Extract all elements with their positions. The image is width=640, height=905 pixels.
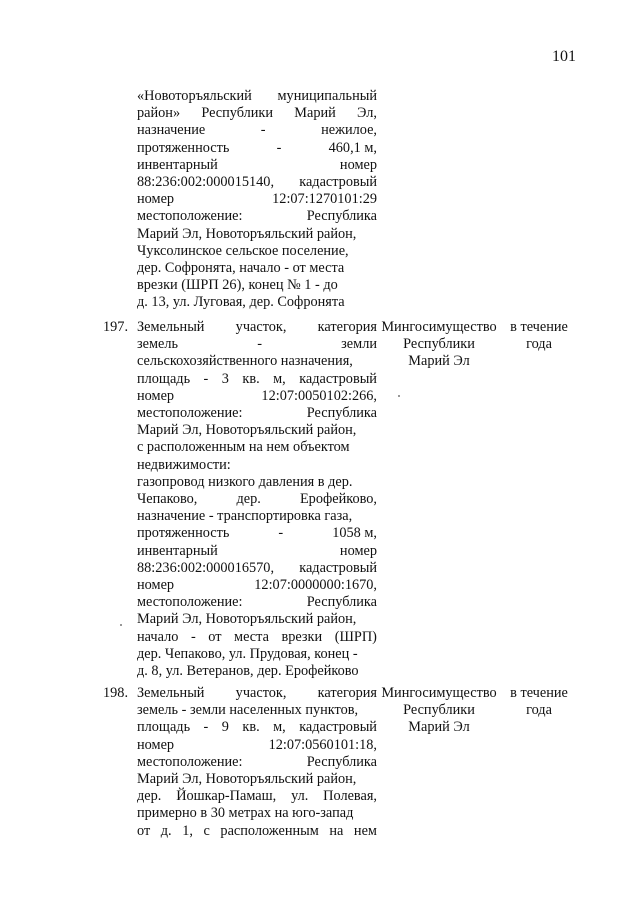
text-line <box>137 336 377 353</box>
entry-term <box>505 319 573 353</box>
word: Марий <box>294 105 336 122</box>
text-line <box>137 577 377 594</box>
entry-term <box>505 685 573 719</box>
text-line <box>137 439 377 456</box>
text-line <box>137 543 377 560</box>
word: номер <box>137 191 175 208</box>
text-line <box>137 191 377 208</box>
text-line <box>137 371 377 388</box>
text-line <box>137 737 377 754</box>
word: площадь <box>137 719 191 736</box>
word: участок, <box>235 319 287 335</box>
word: - <box>260 122 266 139</box>
word: примерно в 30 метрах на юго-запад <box>137 805 354 822</box>
word: Ерофейково, <box>299 491 377 508</box>
page-number: 101 <box>552 48 576 65</box>
text-line <box>137 771 377 788</box>
word: 1, <box>182 822 193 839</box>
word: назначение - транспортировка газа, <box>137 508 353 525</box>
word: д. 8, ул. Ветеранов, дер. Ерофейково <box>137 663 359 680</box>
text-line <box>137 663 377 680</box>
cell-line: года <box>526 336 552 353</box>
word: (ШРП) <box>334 628 377 645</box>
text-line <box>137 277 377 294</box>
word: от <box>208 628 222 645</box>
word: категория <box>317 685 377 701</box>
word: дер. Софронята, начало - от места <box>137 260 345 277</box>
word: участок, <box>235 685 287 701</box>
word: назначение <box>137 122 206 139</box>
word: Марий Эл, Новоторъяльский район, <box>137 422 357 439</box>
word: номер <box>339 542 377 559</box>
cell-line: в течение <box>510 685 568 701</box>
word: врезки (ШРП 26), конец № 1 - до <box>137 277 338 294</box>
word: нежилое, <box>321 122 377 139</box>
word: местоположение: <box>137 594 243 611</box>
text-line <box>137 353 377 370</box>
word: номер <box>137 387 175 404</box>
text-line <box>137 629 377 646</box>
text-line <box>137 805 377 822</box>
text-line <box>137 140 377 157</box>
word: номер <box>137 577 175 594</box>
cell-line: Мингосимущество <box>381 685 497 701</box>
word: Марий Эл, Новоторъяльский район, <box>137 225 357 242</box>
word: кв. <box>242 719 260 736</box>
cell-line: в течение <box>510 319 568 335</box>
word: дер. <box>236 491 261 508</box>
word: 460,1 м, <box>328 139 377 156</box>
word: газопровод низкого давления в дер. <box>137 473 353 490</box>
word: 12:07:1270101:29 <box>272 191 377 208</box>
word: 9 <box>221 719 229 736</box>
word: протяженность <box>137 525 230 542</box>
word: - <box>203 719 209 736</box>
word: от <box>137 822 151 839</box>
text-line <box>137 157 377 174</box>
cell-line: Марий Эл <box>408 353 470 370</box>
word: Марий Эл, Новоторъяльский район, <box>137 771 357 788</box>
text-line <box>137 319 377 336</box>
word: 12:07:0560101:18, <box>268 736 377 753</box>
text-line <box>137 405 377 422</box>
word: кв. <box>242 370 260 387</box>
word: 12:07:0000000:1670, <box>254 577 377 594</box>
word: недвижимости: <box>137 456 231 473</box>
word: м, <box>273 719 286 736</box>
entry-executor <box>378 319 500 371</box>
text-line <box>137 646 377 663</box>
word: д. <box>160 822 172 839</box>
text-line <box>137 702 377 719</box>
word: расположенным <box>220 822 319 839</box>
entry-executor <box>378 685 500 737</box>
word: категория <box>317 319 377 335</box>
word: 88:236:002:000015140, <box>137 174 275 191</box>
text-line <box>137 685 377 702</box>
word: - <box>203 370 209 387</box>
word: Йошкар-Памаш, <box>176 788 277 805</box>
word: Республика <box>306 753 377 770</box>
text-line <box>137 174 377 191</box>
text-line <box>137 260 377 277</box>
entry-number: 197. <box>103 319 129 335</box>
continuation-description <box>137 88 377 312</box>
text-line <box>137 294 377 311</box>
scan-speck <box>120 624 122 626</box>
word: - <box>276 139 282 156</box>
word: дер. <box>137 788 162 805</box>
word: земель <box>137 336 179 353</box>
cell-line: года <box>526 702 552 719</box>
word: 1058 м, <box>332 525 377 542</box>
word: местоположение: <box>137 753 243 770</box>
cell-line: Марий Эл <box>408 719 470 736</box>
text-line <box>137 823 377 840</box>
text-line <box>137 105 377 122</box>
cell-line: Республики <box>403 336 475 353</box>
word: 88:236:002:000016570, <box>137 559 275 576</box>
text-line <box>137 208 377 225</box>
word: Полевая, <box>323 788 377 805</box>
text-line <box>137 88 377 105</box>
word: м, <box>273 370 286 387</box>
word: Республика <box>306 405 377 422</box>
entry-number: 198. <box>103 685 129 701</box>
text-line <box>137 508 377 525</box>
text-line <box>137 122 377 139</box>
word: инвентарный <box>137 156 218 173</box>
word: 3 <box>221 370 229 387</box>
word: Эл, <box>357 105 377 122</box>
text-line <box>137 226 377 243</box>
word: нем <box>353 822 377 839</box>
word: протяженность <box>137 139 230 156</box>
word: Земельный <box>137 685 205 701</box>
word: с <box>203 822 210 839</box>
word: ул. <box>291 788 309 805</box>
text-line <box>137 474 377 491</box>
word: номер <box>137 736 175 753</box>
entry-description <box>137 685 377 840</box>
word: Марий Эл, Новоторъяльский район, <box>137 611 357 628</box>
word: местоположение: <box>137 208 243 225</box>
cell-line: Республики <box>403 702 475 719</box>
text-line <box>137 243 377 260</box>
text-line <box>137 422 377 439</box>
text-line <box>137 457 377 474</box>
text-line <box>137 560 377 577</box>
word: кадастровый <box>299 719 377 736</box>
word: начало <box>137 628 179 645</box>
word: Республика <box>306 208 377 225</box>
scan-speck <box>398 395 400 397</box>
word: - <box>257 336 262 353</box>
text-line <box>137 594 377 611</box>
word: Республики <box>201 105 274 122</box>
word: сельскохозяйственного назначения, <box>137 353 353 370</box>
word: район» <box>137 105 181 122</box>
word: номер <box>339 156 377 173</box>
word: д. 13, ул. Луговая, дер. Софронята <box>137 294 345 311</box>
word: земли <box>341 336 377 353</box>
word: врезки <box>281 628 323 645</box>
word: площадь <box>137 370 191 387</box>
word: местоположение: <box>137 405 243 422</box>
text-line <box>137 754 377 771</box>
word: - <box>190 628 196 645</box>
word: Чепаково, <box>137 491 198 508</box>
word: Республика <box>306 594 377 611</box>
text-line <box>137 719 377 736</box>
word: кадастровый <box>299 559 377 576</box>
word: 12:07:0050102:266, <box>261 387 377 404</box>
text-line <box>137 388 377 405</box>
entry-description <box>137 319 377 680</box>
word: земель - земли населенных пунктов, <box>137 702 359 719</box>
word: - <box>278 525 284 542</box>
word: кадастровый <box>299 370 377 387</box>
word: дер. Чепаково, ул. Прудовая, конец - <box>137 645 358 662</box>
text-line <box>137 525 377 542</box>
word: кадастровый <box>299 174 377 191</box>
word: Земельный <box>137 319 205 335</box>
word: инвентарный <box>137 542 218 559</box>
cell-line: Мингосимущество <box>381 319 497 335</box>
word: на <box>329 822 344 839</box>
word: муниципальный <box>277 88 377 104</box>
word: Чуксолинское сельское поселение, <box>137 242 349 259</box>
text-line <box>137 491 377 508</box>
word: с расположенным на нем объектом <box>137 439 350 456</box>
text-line <box>137 788 377 805</box>
text-line <box>137 611 377 628</box>
word: места <box>234 628 269 645</box>
word: «Новоторъяльский <box>137 88 252 104</box>
